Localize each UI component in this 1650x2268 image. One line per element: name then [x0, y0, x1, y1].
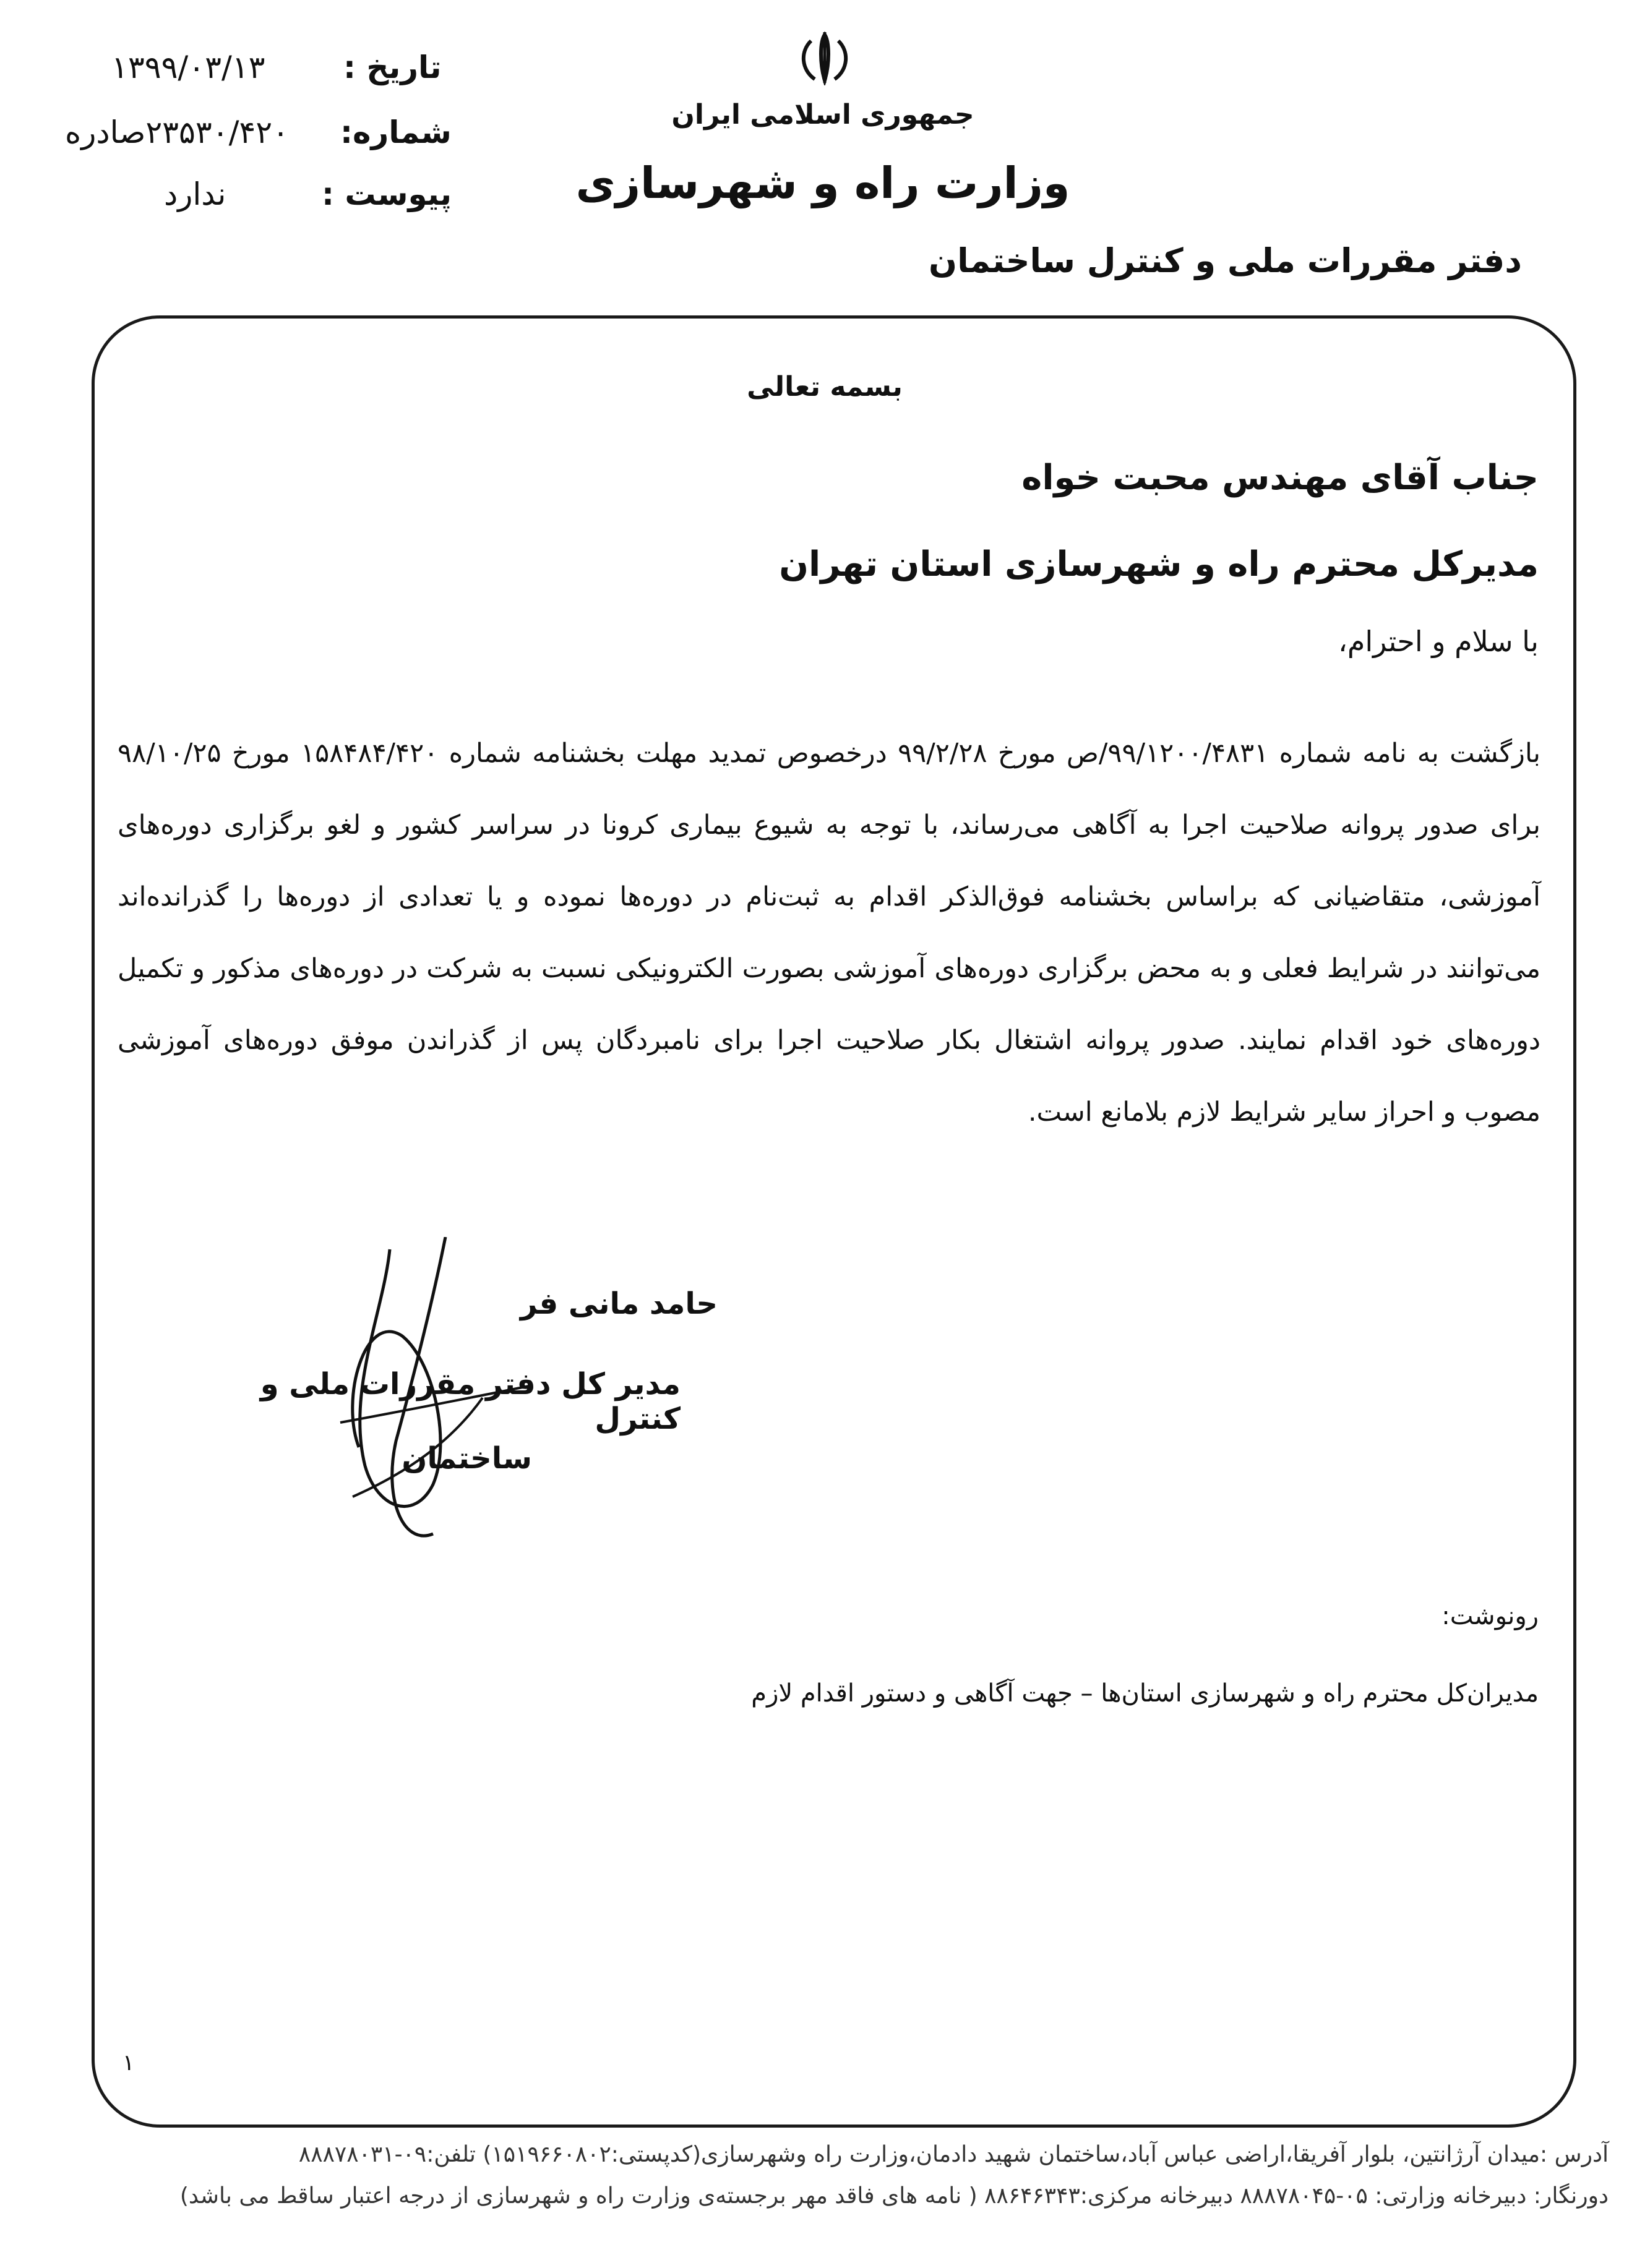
basmala: بسمه تعالی: [747, 371, 903, 403]
signatory-title: مدیر کل دفتر مقررات ملی و کنترل: [260, 1367, 681, 1436]
signatory-name: حامد مانی فر: [520, 1286, 718, 1321]
number-label: شماره:: [340, 114, 452, 150]
footer-fax: دورنگار: دبیرخانه وزارتی: ۰۵-۸۸۸۷۸۰۴۵ دبیرخانه مرکزی:۸۸۶۴۶۳۴۳ ( نامه های فاقد مهر برجسته‌ی وزارت راه و شهرسازی از درجه اعتبار ساقط می باشد): [179, 2183, 1609, 2209]
republic-title: جمهوری اسلامی ایران: [671, 99, 974, 131]
cc-label: رونوشت:: [1442, 1602, 1539, 1630]
number-value: ۲۳۵۳۰/۴۲۰صادره: [65, 114, 290, 150]
date-value: ۱۳۹۹/۰۳/۱۳: [111, 49, 265, 85]
attachment-label: پیوست :: [322, 176, 452, 212]
page-number: ۱: [122, 2050, 135, 2076]
iran-emblem-icon: [794, 30, 856, 85]
date-label: تاریخ :: [343, 49, 442, 85]
footer-address: آدرس :میدان آرژانتین، بلوار آفریقا،اراضی عباس آباد،ساختمان شهید دادمان،وزارت راه وشهرسازی(کدپستی:۱۵۱۹۶۶۰۸۰۲) تلفن:۰۹-۸۸۸۷۸۰۳۱: [298, 2142, 1609, 2167]
letter-frame: [92, 315, 1576, 2128]
ministry-title: وزارت راه و شهرسازی: [575, 158, 1070, 208]
attachment-value: ندارد: [164, 176, 226, 212]
greeting: با سلام و احترام،: [1338, 625, 1539, 658]
office-name: دفتر مقررات ملی و کنترل ساختمان: [929, 241, 1522, 280]
recipient-title: مدیرکل محترم راه و شهرسازی استان تهران: [779, 544, 1539, 584]
letter-body: بازگشت به نامه شماره ۹۹/۱۲۰۰/۴۸۳۱/ص مورخ ۹۹/۲/۲۸ درخصوص تمدید مهلت بخشنامه شماره ۱۵۸۴۸۴/۴۲۰ مورخ ۹۸/۱۰/۲۵ برای صدور پروانه صلاحیت اجرا به آگاهی می‌رساند، با توجه به شیوع بیماری کرونا در سراسر کشور و لغو برگزاری دوره‌های آموزشی، متقاضیانی که براساس بخشنامه فوق‌الذکر اقدام به ثبت‌نام در دوره‌ها نموده و یا تعدادی از دوره‌ها را گذرانده‌اند می‌توانند در شرایط فعلی و به محض برگزاری دوره‌های آموزشی بصورت الکترونیکی نسبت به شرکت در دوره‌های مذکور و تکمیل دوره‌های خود اقدام نمایند. صدور پروانه اشتغال بکار صلاحیت اجرا برای نامبردگان پس از گذراندن موفق دوره‌های آموزشی مصوب و احراز سایر شرایط لازم بلامانع است.: [118, 738, 1540, 1128]
signatory-title-line2: ساختمان: [402, 1441, 532, 1476]
recipient-name: جناب آقای مهندس محبت خواه: [1021, 458, 1539, 498]
cc-text: مدیران‌کل محترم راه و شهرسازی استان‌ها – جهت آگاهی و دستور اقدام لازم: [751, 1679, 1539, 1708]
